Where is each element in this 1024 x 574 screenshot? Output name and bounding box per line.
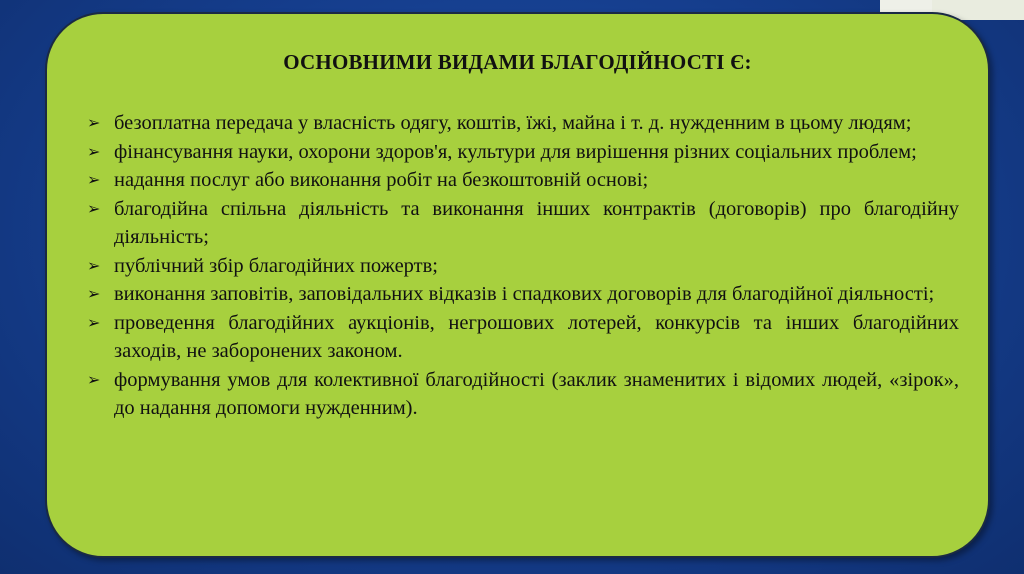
list-item-text: формування умов для колективної благодійності (заклик знаменитих і відомих людей, «зірок», до надання допомоги нужденним). (114, 368, 959, 419)
list-item (87, 366, 959, 423)
list-item-text: надання послуг або виконання робіт на безкоштовній основі; (114, 169, 649, 191)
list-item (87, 252, 959, 281)
list-item (87, 166, 959, 195)
arrow-bullet-icon: ➢ (87, 113, 101, 132)
arrow-bullet-icon: ➢ (87, 141, 101, 161)
list-item-text: благодійна спільна діяльність та виконання інших контрактів (договорів) про благодійну діяльність; (114, 197, 959, 248)
arrow-bullet-icon: ➢ (87, 255, 101, 275)
list-item-text: безоплатна передача у власність одягу, коштів, їжі, майна і т. д. нужденним в цьому людям; (114, 112, 912, 134)
arrow-bullet-icon: ➢ (87, 284, 101, 303)
arrow-bullet-icon: ➢ (87, 170, 101, 189)
list-item-text: проведення благодійних аукціонів, негрошових лотерей, конкурсів та інших благодійних заходів, не заборонених законом. (114, 311, 959, 362)
list-item-text: фінансування науки, охорони здоров'я, культури для вирішення різних соціальних проблем; (114, 140, 917, 163)
list-item-text: публічний збір благодійних пожертв; (114, 254, 438, 277)
list-item (87, 109, 959, 138)
list-item-text: виконання заповітів, заповідальних відказів і спадкових договорів для благодійної діяльності; (114, 283, 935, 305)
arrow-bullet-icon: ➢ (87, 369, 101, 389)
slide-title: ОСНОВНИМИ ВИДАМИ БЛАГОДІЙНОСТІ Є: (283, 50, 752, 74)
arrow-bullet-icon: ➢ (87, 312, 101, 332)
list-item (87, 280, 959, 309)
list-item (87, 309, 959, 366)
content-card (45, 12, 990, 558)
arrow-bullet-icon: ➢ (87, 198, 101, 218)
charity-types-list (87, 109, 959, 423)
list-item (87, 138, 959, 167)
list-item (87, 195, 959, 252)
